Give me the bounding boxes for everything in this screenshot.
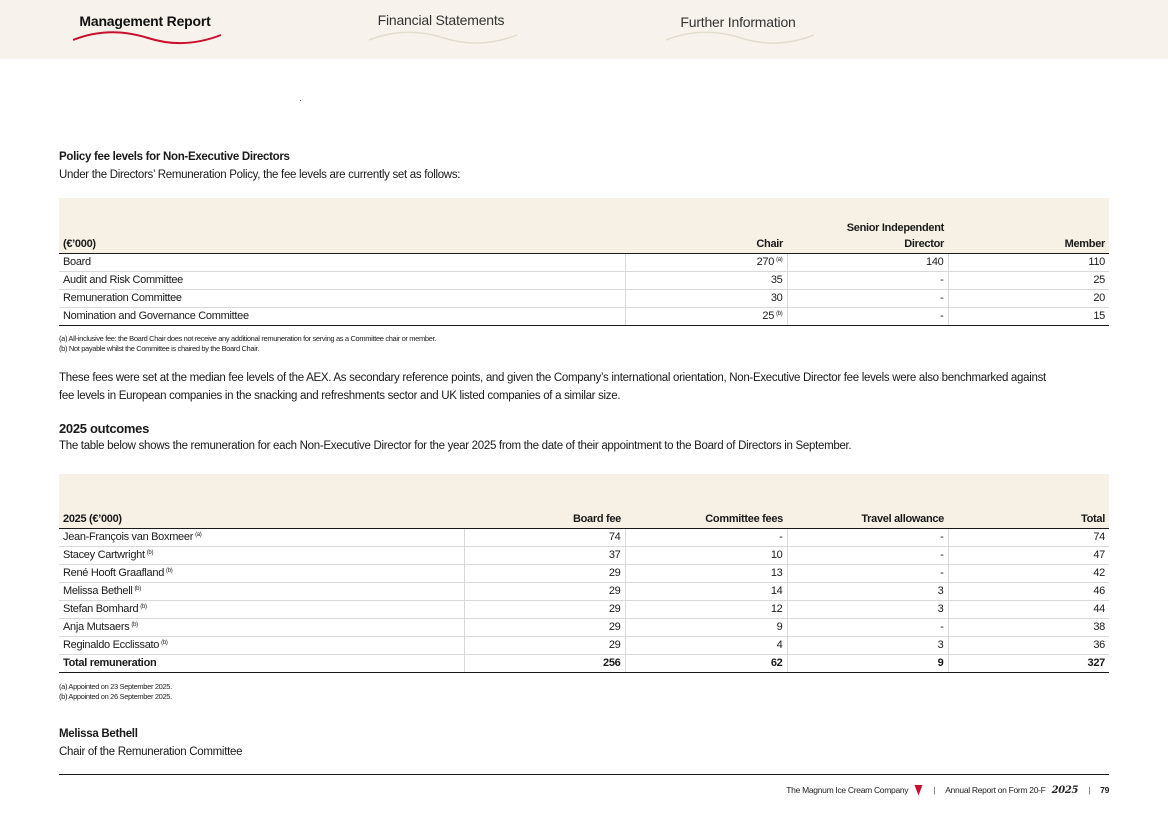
outcomes-title: 2025 outcomes bbox=[59, 421, 150, 436]
signer-name: Melissa Bethell bbox=[59, 728, 138, 740]
cell-travel: 3 bbox=[787, 582, 948, 600]
tab-label: Financial Statements bbox=[377, 12, 505, 28]
director-name: René Hooft Graafland $^{(b)}$ bbox=[59, 564, 464, 582]
footer-separator: | bbox=[1088, 785, 1091, 795]
header-travel-allowance: Travel allowance bbox=[787, 474, 948, 528]
cell-member: 15 bbox=[948, 307, 1109, 325]
cell-total: 47 bbox=[948, 546, 1109, 564]
row-label: Nomination and Governance Committee bbox=[59, 307, 625, 325]
cell-total: 38 bbox=[948, 618, 1109, 636]
total-committee-fees: 62 bbox=[625, 654, 787, 672]
director-name: Stefan Bomhard $^{(b)}$ bbox=[59, 600, 464, 618]
table-row bbox=[59, 253, 1109, 271]
cell-board-fee: 29 bbox=[464, 582, 625, 600]
cell-total: 46 bbox=[948, 582, 1109, 600]
cell-board-fee: 29 bbox=[464, 600, 625, 618]
footnote: (b) Not payable whilst the Committee is chaired by the Board Chair. bbox=[59, 344, 259, 353]
total-label: Total remuneration bbox=[59, 654, 464, 672]
footnote: (a) All-inclusive fee: the Board Chair does not receive any additional remuneration for serving as a Committee chair or member. bbox=[59, 334, 437, 343]
cell-committee-fees: 12 bbox=[625, 600, 787, 618]
tab-label: Further Information bbox=[680, 14, 796, 30]
top-navigation bbox=[0, 0, 1168, 59]
cell-chair: 35 bbox=[625, 271, 787, 289]
cell-member: 110 bbox=[948, 253, 1109, 271]
outcomes-table bbox=[59, 474, 1109, 673]
policy-body bbox=[59, 369, 1046, 405]
table-row bbox=[59, 546, 1109, 564]
signer-role: Chair of the Remuneration Committee bbox=[59, 746, 243, 758]
director-name: Jean-François van Boxmeer $^{(a)}$ bbox=[59, 528, 464, 546]
footer-report: Annual Report on Form 20-F bbox=[945, 785, 1046, 795]
row-label: Audit and Risk Committee bbox=[59, 271, 625, 289]
cell-total: 42 bbox=[948, 564, 1109, 582]
table-row bbox=[59, 528, 1109, 546]
footnote: (a) Appointed on 23 September 2025. bbox=[59, 682, 172, 691]
stray-dot bbox=[300, 100, 301, 101]
cell-travel: 3 bbox=[787, 600, 948, 618]
table-row bbox=[59, 618, 1109, 636]
header-senior-independent-director bbox=[787, 198, 948, 253]
row-label: Remuneration Committee bbox=[59, 289, 625, 307]
cell-member: 25 bbox=[948, 271, 1109, 289]
cell-travel: - bbox=[787, 528, 948, 546]
cell-total: 44 bbox=[948, 600, 1109, 618]
cell-board-fee: 29 bbox=[464, 564, 625, 582]
policy-intro: Under the Directors’ Remuneration Policy, the fee levels are currently set as follows: bbox=[59, 169, 461, 181]
tab-wave-icon bbox=[369, 30, 519, 46]
cell-board-fee: 29 bbox=[464, 636, 625, 654]
tab-further-information[interactable] bbox=[658, 0, 818, 59]
cell-chair: 270 $^{(a)}$ bbox=[625, 253, 787, 271]
page-footer bbox=[786, 784, 1109, 796]
policy-footnotes bbox=[59, 334, 436, 354]
table-row bbox=[59, 636, 1109, 654]
cell-sid: - bbox=[787, 307, 948, 325]
policy-body-line: fee levels in European companies in the snacking and refreshments sector and UK listed companies of a similar size. bbox=[59, 390, 621, 402]
tab-wave-icon bbox=[666, 30, 816, 46]
footer-separator: | bbox=[933, 785, 936, 795]
page-number: 79 bbox=[1100, 785, 1109, 795]
total-row bbox=[59, 654, 1109, 672]
header-total: Total bbox=[948, 474, 1109, 528]
header-year: 2025 (€’000) bbox=[59, 474, 464, 528]
cell-sid: 140 bbox=[787, 253, 948, 271]
cell-board-fee: 74 bbox=[464, 528, 625, 546]
table-row bbox=[59, 289, 1109, 307]
cell-committee-fees: 10 bbox=[625, 546, 787, 564]
footer-company: The Magnum Ice Cream Company bbox=[786, 785, 909, 795]
cell-travel: 3 bbox=[787, 636, 948, 654]
tab-management-report[interactable] bbox=[65, 0, 225, 59]
tab-financial-statements[interactable] bbox=[361, 0, 521, 59]
policy-title: Policy fee levels for Non-Executive Directors bbox=[59, 151, 290, 163]
outcomes-footnotes bbox=[59, 682, 172, 702]
cell-chair: 30 bbox=[625, 289, 787, 307]
cell-member: 20 bbox=[948, 289, 1109, 307]
director-name: Reginaldo Ecclissato $^{(b)}$ bbox=[59, 636, 464, 654]
cell-committee-fees: 9 bbox=[625, 618, 787, 636]
policy-fee-table bbox=[59, 198, 1109, 326]
cell-board-fee: 29 bbox=[464, 618, 625, 636]
cell-travel: - bbox=[787, 546, 948, 564]
policy-body-line: These fees were set at the median fee levels of the AEX. As secondary reference points, and given the Company’s international orientation, Non-Executive Director fee levels were also benchmarked against bbox=[59, 372, 1046, 384]
header-committee-fees: Committee fees bbox=[625, 474, 787, 528]
table-row bbox=[59, 271, 1109, 289]
table-row bbox=[59, 307, 1109, 325]
header-member: Member bbox=[948, 198, 1109, 253]
director-name: Stacey Cartwright $^{(b)}$ bbox=[59, 546, 464, 564]
director-name: Anja Mutsaers $^{(b)}$ bbox=[59, 618, 464, 636]
table-row bbox=[59, 600, 1109, 618]
cell-sid: - bbox=[787, 271, 948, 289]
cell-committee-fees: - bbox=[625, 528, 787, 546]
cell-committee-fees: 14 bbox=[625, 582, 787, 600]
cell-total: 36 bbox=[948, 636, 1109, 654]
footer-year: 2025 bbox=[1051, 784, 1079, 796]
header-board-fee: Board fee bbox=[464, 474, 625, 528]
cell-committee-fees: 13 bbox=[625, 564, 787, 582]
cell-committee-fees: 4 bbox=[625, 636, 787, 654]
cell-travel: - bbox=[787, 564, 948, 582]
outcomes-intro: The table below shows the remuneration for each Non-Executive Director for the year 2025 from the date of their appointment to the Board of Directors in September. bbox=[59, 440, 852, 452]
director-name: Melissa Bethell $^{(b)}$ bbox=[59, 582, 464, 600]
total-board-fee: 256 bbox=[464, 654, 625, 672]
row-label: Board bbox=[59, 253, 625, 271]
cell-sid: - bbox=[787, 289, 948, 307]
header-chair: Chair bbox=[625, 198, 787, 253]
cell-board-fee: 37 bbox=[464, 546, 625, 564]
table-row bbox=[59, 564, 1109, 582]
header-sid-line1: Senior Independent bbox=[846, 221, 944, 234]
total-travel: 9 bbox=[787, 654, 948, 672]
tab-label: Management Report bbox=[79, 13, 211, 29]
footer-divider bbox=[59, 774, 1109, 775]
active-tab-wave-icon bbox=[73, 30, 223, 46]
header-unit: (€’000) bbox=[59, 198, 625, 253]
cell-travel: - bbox=[787, 618, 948, 636]
footnote: (b) Appointed on 26 September 2025. bbox=[59, 692, 172, 701]
total-total: 327 bbox=[948, 654, 1109, 672]
header-sid-line2: Director bbox=[904, 237, 944, 250]
brand-drop-icon bbox=[914, 784, 923, 796]
cell-chair: 25 $^{(b)}$ bbox=[625, 307, 787, 325]
cell-total: 74 bbox=[948, 528, 1109, 546]
table-row bbox=[59, 582, 1109, 600]
